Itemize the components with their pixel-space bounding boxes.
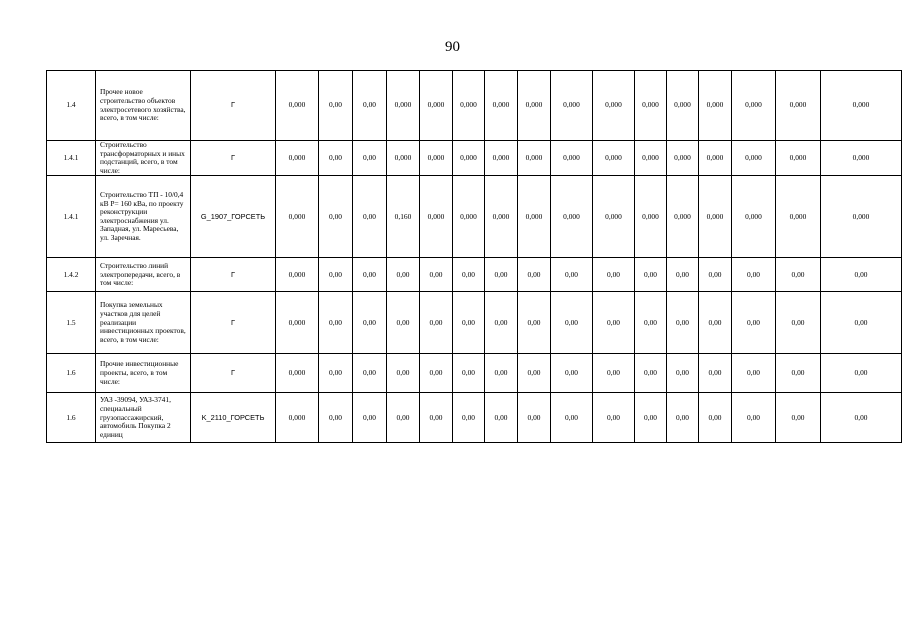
table-row xyxy=(47,176,902,258)
row-value: 0,00 xyxy=(821,393,902,443)
row-number: 1.6 xyxy=(47,354,96,393)
row-value: 0,00 xyxy=(353,71,387,141)
row-value: 0,000 xyxy=(593,176,635,258)
row-value: 0,00 xyxy=(593,258,635,292)
row-value: 0,000 xyxy=(453,141,485,176)
row-value: 0,00 xyxy=(593,354,635,393)
row-value: 0,00 xyxy=(699,354,732,393)
row-value: 0,00 xyxy=(387,354,420,393)
row-value: 0,00 xyxy=(319,141,353,176)
row-value: 0,00 xyxy=(485,292,518,354)
row-value: 0,000 xyxy=(635,176,667,258)
row-value: 0,00 xyxy=(635,292,667,354)
row-value: 0,000 xyxy=(667,71,699,141)
row-code: K_2110_ГОРСЕТЬ xyxy=(191,393,276,443)
table-row xyxy=(47,292,902,354)
row-value: 0,000 xyxy=(732,141,776,176)
row-number: 1.4 xyxy=(47,71,96,141)
row-value: 0,00 xyxy=(353,393,387,443)
row-value: 0,00 xyxy=(635,393,667,443)
row-value: 0,00 xyxy=(821,354,902,393)
table-row xyxy=(47,354,902,393)
row-value: 0,000 xyxy=(387,71,420,141)
row-value: 0,00 xyxy=(551,393,593,443)
row-value: 0,00 xyxy=(667,354,699,393)
row-value: 0,00 xyxy=(699,258,732,292)
row-value: 0,00 xyxy=(353,176,387,258)
row-code: Г xyxy=(191,354,276,393)
row-value: 0,000 xyxy=(276,71,319,141)
row-name: Строительство ТП - 10/0,4 кВ Р= 160 кВа, по проекту реконструкции электроснабжения ул. Западная, ул. Маресьева, ул. Заречная. xyxy=(96,176,191,258)
row-value: 0,00 xyxy=(699,393,732,443)
row-value: 0,00 xyxy=(319,354,353,393)
row-number: 1.4.2 xyxy=(47,258,96,292)
row-value: 0,000 xyxy=(518,141,551,176)
row-value: 0,000 xyxy=(420,176,453,258)
row-value: 0,00 xyxy=(353,141,387,176)
row-value: 0,00 xyxy=(319,71,353,141)
table-row xyxy=(47,71,902,141)
row-value: 0,00 xyxy=(518,292,551,354)
row-value: 0,00 xyxy=(593,292,635,354)
row-value: 0,00 xyxy=(319,292,353,354)
investment-table xyxy=(46,70,902,443)
row-value: 0,000 xyxy=(699,141,732,176)
row-value: 0,000 xyxy=(453,176,485,258)
row-value: 0,00 xyxy=(420,292,453,354)
row-value: 0,00 xyxy=(319,258,353,292)
row-value: 0,00 xyxy=(387,292,420,354)
row-value: 0,00 xyxy=(387,393,420,443)
row-value: 0,000 xyxy=(387,141,420,176)
row-value: 0,000 xyxy=(635,71,667,141)
row-value: 0,000 xyxy=(593,71,635,141)
row-value: 0,000 xyxy=(276,176,319,258)
row-value: 0,00 xyxy=(353,292,387,354)
row-number: 1.4.1 xyxy=(47,176,96,258)
row-value: 0,000 xyxy=(635,141,667,176)
row-number: 1.6 xyxy=(47,393,96,443)
row-value: 0,000 xyxy=(276,258,319,292)
row-value: 0,000 xyxy=(667,176,699,258)
row-code: Г xyxy=(191,258,276,292)
row-value: 0,000 xyxy=(699,71,732,141)
row-value: 0,00 xyxy=(821,292,902,354)
row-value: 0,00 xyxy=(699,292,732,354)
row-value: 0,00 xyxy=(319,393,353,443)
row-value: 0,160 xyxy=(387,176,420,258)
row-name: Прочее новое строительство объектов электросетевого хозяйства, всего, в том числе: xyxy=(96,71,191,141)
row-value: 0,000 xyxy=(276,393,319,443)
row-value: 0,00 xyxy=(551,258,593,292)
row-value: 0,00 xyxy=(485,393,518,443)
row-value: 0,00 xyxy=(353,354,387,393)
row-value: 0,00 xyxy=(353,258,387,292)
row-value: 0,00 xyxy=(453,292,485,354)
row-value: 0,000 xyxy=(732,71,776,141)
table-row xyxy=(47,141,902,176)
row-value: 0,000 xyxy=(551,141,593,176)
row-value: 0,00 xyxy=(776,393,821,443)
row-value: 0,000 xyxy=(821,71,902,141)
row-value: 0,00 xyxy=(667,292,699,354)
row-value: 0,000 xyxy=(276,141,319,176)
row-value: 0,000 xyxy=(485,141,518,176)
row-value: 0,00 xyxy=(667,258,699,292)
row-code: Г xyxy=(191,292,276,354)
row-value: 0,00 xyxy=(551,354,593,393)
row-number: 1.4.1 xyxy=(47,141,96,176)
row-value: 0,00 xyxy=(732,292,776,354)
row-value: 0,000 xyxy=(821,176,902,258)
row-value: 0,00 xyxy=(635,258,667,292)
row-name: Строительство трансформаторных и иных подстанций, всего, в том числе: xyxy=(96,141,191,176)
row-value: 0,000 xyxy=(276,354,319,393)
row-value: 0,00 xyxy=(776,354,821,393)
row-name: УАЗ -39094, УАЗ-3741, специальный грузопассажирский, автомобиль Покупка 2 единиц xyxy=(96,393,191,443)
row-value: 0,000 xyxy=(551,71,593,141)
row-value: 0,00 xyxy=(420,258,453,292)
row-value: 0,00 xyxy=(319,176,353,258)
row-value: 0,00 xyxy=(387,258,420,292)
row-code: Г xyxy=(191,141,276,176)
row-value: 0,00 xyxy=(593,393,635,443)
row-value: 0,000 xyxy=(485,176,518,258)
row-value: 0,000 xyxy=(485,71,518,141)
row-code: Г xyxy=(191,71,276,141)
row-value: 0,000 xyxy=(420,71,453,141)
row-value: 0,00 xyxy=(485,354,518,393)
table-row xyxy=(47,393,902,443)
row-value: 0,000 xyxy=(420,141,453,176)
row-value: 0,000 xyxy=(667,141,699,176)
row-value: 0,00 xyxy=(485,258,518,292)
row-name: Покупка земельных участков для целей реализации инвестиционных проектов, всего, в том числе: xyxy=(96,292,191,354)
row-value: 0,00 xyxy=(667,393,699,443)
row-value: 0,000 xyxy=(776,71,821,141)
row-value: 0,000 xyxy=(776,176,821,258)
row-value: 0,00 xyxy=(518,393,551,443)
row-code: G_1907_ГОРСЕТЬ xyxy=(191,176,276,258)
row-value: 0,00 xyxy=(453,393,485,443)
row-value: 0,00 xyxy=(732,258,776,292)
row-value: 0,000 xyxy=(518,71,551,141)
row-value: 0,000 xyxy=(776,141,821,176)
row-value: 0,00 xyxy=(776,258,821,292)
table-body xyxy=(47,71,902,443)
row-value: 0,00 xyxy=(518,258,551,292)
row-value: 0,000 xyxy=(276,292,319,354)
row-name: Строительство линий электропередачи, всего, в том числе: xyxy=(96,258,191,292)
row-value: 0,000 xyxy=(821,141,902,176)
row-value: 0,00 xyxy=(776,292,821,354)
row-name: Прочие инвестиционные проекты, всего, в том числе: xyxy=(96,354,191,393)
row-value: 0,000 xyxy=(732,176,776,258)
row-value: 0,000 xyxy=(593,141,635,176)
row-value: 0,00 xyxy=(453,354,485,393)
row-value: 0,00 xyxy=(635,354,667,393)
row-value: 0,00 xyxy=(453,258,485,292)
table-row xyxy=(47,258,902,292)
page-number: 90 xyxy=(445,39,460,55)
row-value: 0,00 xyxy=(732,354,776,393)
row-value: 0,00 xyxy=(551,292,593,354)
row-value: 0,000 xyxy=(551,176,593,258)
row-number: 1.5 xyxy=(47,292,96,354)
row-value: 0,00 xyxy=(821,258,902,292)
row-value: 0,000 xyxy=(518,176,551,258)
row-value: 0,00 xyxy=(420,393,453,443)
row-value: 0,000 xyxy=(699,176,732,258)
row-value: 0,000 xyxy=(453,71,485,141)
row-value: 0,00 xyxy=(420,354,453,393)
row-value: 0,00 xyxy=(732,393,776,443)
row-value: 0,00 xyxy=(518,354,551,393)
